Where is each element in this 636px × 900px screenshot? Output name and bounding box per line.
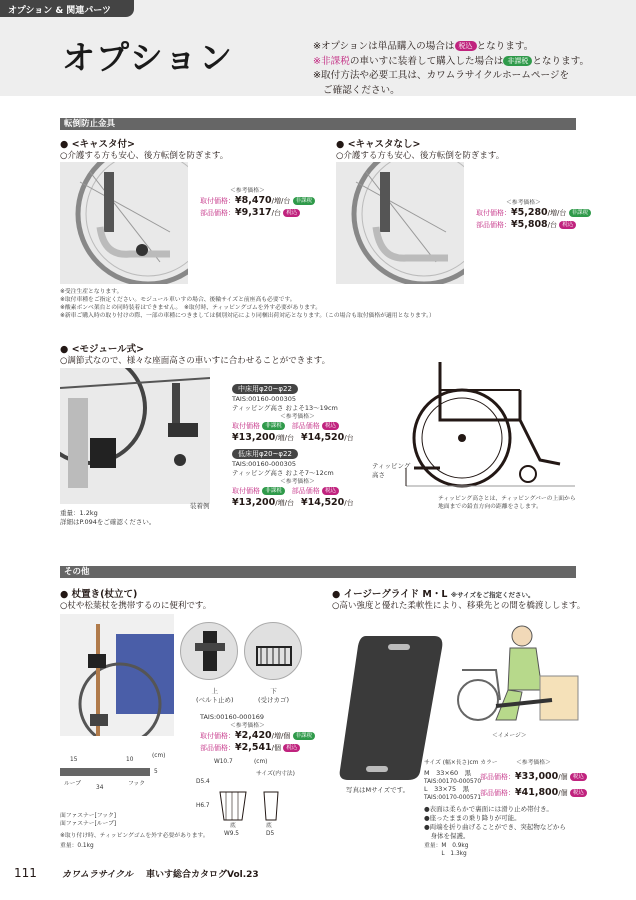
modular-weight: 重量：1.2kg: [60, 509, 98, 517]
product-title-glide: ● イージーグライド M・L ※サイズをご指定ください。: [332, 589, 535, 600]
header-notes: ※オプションは単品購入の場合は 税込 となります。 ※非課税の車いすに装着して購入した場合は 非課税 となります。 ※取付方法や必要工具は、カワムラサイクルホームページを ご確認ください。: [313, 41, 590, 96]
wheelchair-diagram: [400, 350, 580, 500]
modular-see-page: 詳細はP.094をご確認ください。: [60, 518, 156, 526]
product-desc-cane: ○杖や松葉杖を携帯するのに便利です。: [60, 601, 212, 611]
cane-note: ※取り付け時、ティッピングゴムを外す必要があります。: [60, 833, 209, 839]
mid-floor-block: 中床用φ20~φ22 TAIS:00160-000305 ティッピング高さ およそ13～19cm ＜参考価格＞ 取付価格 非課税 部品価格 税込 ¥13,200/増/台 ¥14,520/台: [232, 385, 354, 443]
nocaster-prices: ＜参考価格＞ 取付価格：¥5,280/増/台 非課税 部品価格：¥5,808/台 税込: [476, 199, 591, 231]
basket-diagram: W10.7 (cm) サイズ(内寸法) D5.4 H6.7 底 W9.5 底 D5: [196, 759, 295, 837]
cane-lower-circle: [244, 622, 302, 680]
cane-prices: ＜参考価格＞ 取付価格：¥2,420/増/個 非課税 部品価格：¥2,541/個 税込: [200, 722, 315, 754]
catalog-title: 車いす総合カタログVol.23: [146, 870, 259, 880]
glide-image-caption: ＜イメージ＞: [492, 733, 527, 739]
modular-photo: [60, 368, 210, 504]
cane-lower-label: 下 (受けカゴ): [258, 687, 290, 704]
glide-ref-label: ＜参考価格＞: [516, 760, 551, 766]
product-title-cane: ● 杖置き(杖立て): [60, 589, 138, 600]
glide-bullets: ●表面は柔らかで裏面には滑り止め帯付き。 ●座ったままの乗り降りが可能。 ●両端を折り曲げることができ、突起物などから 身体を保護。: [424, 805, 566, 840]
cane-photo: [60, 614, 174, 736]
low-floor-tag: 低床用φ20~φ22: [232, 449, 298, 459]
tax-badge: 税込: [455, 41, 477, 51]
page-number: 111: [14, 866, 37, 880]
fastener-diagram: 15 10 (cm) 5 ループ 34 フック: [60, 756, 180, 800]
section-bar-tipping: 転倒防止金具: [60, 118, 576, 130]
caster-photo: [60, 162, 188, 284]
glide-usage-illustration: [456, 620, 580, 730]
cane-upper-circle: [180, 622, 238, 680]
product-desc-nocaster: ○介護する方も安心、後方転倒を防ぎます。: [336, 151, 505, 161]
low-floor-block: 低床用φ20~φ22 TAIS:00160-000305 ティッピング高さ およそ7～12cm ＜参考価格＞ 取付価格 非課税 部品価格 税込 ¥13,200/増/台 ¥14,520/台: [232, 450, 354, 508]
section-bar-other: その他: [60, 566, 576, 578]
product-desc-modular: ○調節式なので、様々な座面高さの車いすに合わせることができます。: [60, 356, 331, 366]
product-title-caster: ● <キャスタ付>: [60, 139, 136, 150]
install-example-caption: 装着例: [190, 502, 210, 510]
fastener-legend: 面ファスナー[フック] 面ファスナー[ループ]: [60, 813, 117, 827]
section1-footnotes: ※受注生産となります。 ※取付車種をご指定ください。モジュール車いすの場合、後輪サイズと前座高も必要です。 ※酸素ボンベ架台との同時装着はできません。 ※取付時、ティッピングゴムを外す必要があります。 ※新車ご購入時の取り付けの際、一部の車種につきましては個別対応により同梱出荷対応となります。（この場合も取付価格が適用となります。）: [60, 289, 435, 319]
category-tab: オプション & 関連パーツ: [0, 0, 134, 17]
product-title-modular: ● <モジュール式>: [60, 344, 145, 355]
glide-table-header: サイズ (幅×長さ)cm カラー: [424, 760, 498, 766]
glide-m-price: 部品価格：¥33,000/個 税込: [480, 771, 587, 783]
mid-floor-tag: 中床用φ20~φ22: [232, 384, 298, 394]
product-desc-caster: ○介護する方も安心、後方転倒を防ぎます。: [60, 151, 229, 161]
caster-prices: ＜参考価格＞ 取付価格：¥8,470/増/台 非課税 部品価格：¥9,317/台 税込: [200, 187, 315, 219]
nocaster-photo: [336, 162, 464, 284]
cane-code: TAIS:00160-000169: [200, 713, 264, 721]
nontax-badge: 非課税: [503, 56, 532, 66]
glide-weight: 重量：M 0.9kg L 1.3kg: [424, 843, 469, 857]
tipping-height-label: ティッピング 高さ: [372, 462, 411, 479]
product-desc-glide: ○高い強度と優れた柔軟性により、移乗先との間を橋渡しします。: [332, 601, 586, 611]
cane-upper-label: 上 (ベルト止め): [196, 687, 234, 704]
glide-l-price: 部品価格：¥41,800/個 税込: [480, 787, 587, 799]
product-title-nocaster: ● <キャスタなし>: [336, 139, 421, 150]
cane-weight: 重量：0.1kg: [60, 843, 94, 849]
glide-m-row: M 33×60 黒 TAIS:00170-000570: [424, 769, 482, 785]
glide-l-row: L 33×75 黒 TAIS:00170-000571: [424, 785, 482, 801]
tipping-height-note: ティッピング高さとは、ティッピングバーの上面から 地面までの鉛直方向の距離をさします。: [438, 496, 576, 510]
brand-logo: カワムラサイクル: [62, 870, 133, 880]
page-title: オプション: [62, 38, 235, 77]
glide-photo-caption: 写真はMサイズです。: [346, 786, 410, 794]
